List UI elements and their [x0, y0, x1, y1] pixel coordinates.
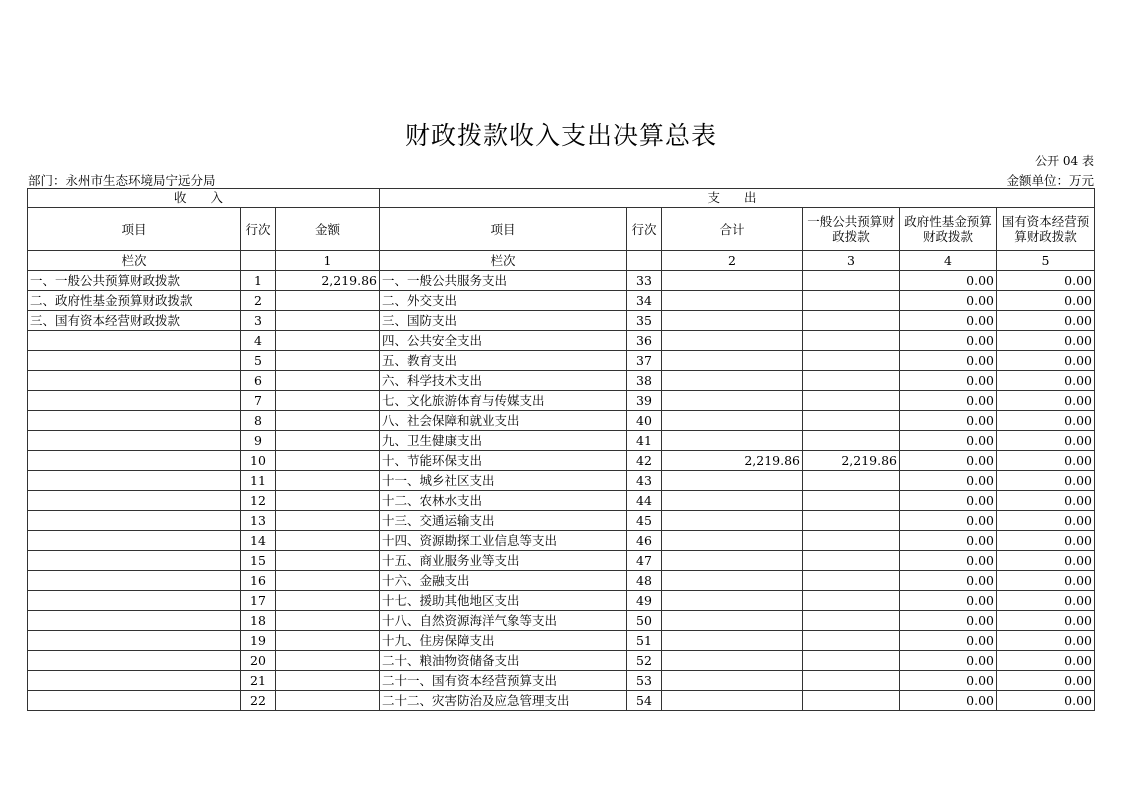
table-row — [28, 271, 1095, 291]
total-header: 合计 — [662, 208, 803, 251]
general-budget-cell — [803, 431, 900, 451]
total-cell — [662, 671, 803, 691]
state-capital-cell: 0.00 — [997, 631, 1095, 651]
general-budget-cell — [803, 691, 900, 711]
total-cell — [662, 471, 803, 491]
income-item-cell — [28, 491, 241, 511]
income-row-no-cell: 3 — [241, 311, 276, 331]
income-item-cell — [28, 611, 241, 631]
state-capital-cell: 0.00 — [997, 571, 1095, 591]
income-item-cell — [28, 391, 241, 411]
gov-fund-cell: 0.00 — [900, 351, 997, 371]
expense-row-no-cell: 41 — [627, 431, 662, 451]
income-row-no-cell: 14 — [241, 531, 276, 551]
total-cell — [662, 611, 803, 631]
state-capital-cell: 0.00 — [997, 371, 1095, 391]
state-capital-cell: 0.00 — [997, 351, 1095, 371]
table-row — [28, 471, 1095, 491]
table-row — [28, 611, 1095, 631]
expense-item-header: 项目 — [380, 208, 627, 251]
total-cell — [662, 651, 803, 671]
column-index-label-right: 栏次 — [380, 251, 627, 271]
income-item-cell — [28, 591, 241, 611]
total-cell — [662, 431, 803, 451]
state-capital-cell: 0.00 — [997, 651, 1095, 671]
income-item-cell — [28, 671, 241, 691]
state-capital-cell: 0.00 — [997, 671, 1095, 691]
gov-fund-cell: 0.00 — [900, 691, 997, 711]
table-row — [28, 531, 1095, 551]
total-cell: 2,219.86 — [662, 451, 803, 471]
total-cell — [662, 391, 803, 411]
expense-row-no-cell: 37 — [627, 351, 662, 371]
gov-fund-cell: 0.00 — [900, 591, 997, 611]
income-amount-cell — [276, 311, 380, 331]
total-cell — [662, 511, 803, 531]
expense-item-cell: 十七、援助其他地区支出 — [380, 591, 627, 611]
column-index-empty — [241, 251, 276, 271]
income-amount-cell — [276, 691, 380, 711]
table-row — [28, 291, 1095, 311]
income-row-no-cell: 2 — [241, 291, 276, 311]
income-row-no-cell: 8 — [241, 411, 276, 431]
income-amount-cell: 2,219.86 — [276, 271, 380, 291]
income-amount-cell — [276, 551, 380, 571]
department-label: 部门：永州市生态环境局宁远分局 — [28, 173, 216, 188]
income-amount-cell — [276, 571, 380, 591]
income-item-cell — [28, 451, 241, 471]
expense-item-cell: 二十、粮油物资储备支出 — [380, 651, 627, 671]
expense-row-no-cell: 44 — [627, 491, 662, 511]
general-budget-cell — [803, 411, 900, 431]
income-amount-cell — [276, 651, 380, 671]
income-row-no-cell: 20 — [241, 651, 276, 671]
expense-item-cell: 五、教育支出 — [380, 351, 627, 371]
expense-item-cell: 十九、住房保障支出 — [380, 631, 627, 651]
state-capital-cell: 0.00 — [997, 391, 1095, 411]
gov-fund-cell: 0.00 — [900, 311, 997, 331]
income-item-cell — [28, 531, 241, 551]
table-row — [28, 411, 1095, 431]
expense-row-no-header: 行次 — [627, 208, 662, 251]
income-amount-cell — [276, 511, 380, 531]
state-capital-cell: 0.00 — [997, 531, 1095, 551]
total-cell — [662, 331, 803, 351]
gov-fund-cell: 0.00 — [900, 291, 997, 311]
expense-row-no-cell: 45 — [627, 511, 662, 531]
column-header-row — [28, 208, 1095, 251]
expense-row-no-cell: 36 — [627, 331, 662, 351]
table-row — [28, 691, 1095, 711]
income-item-cell: 二、政府性基金预算财政拨款 — [28, 291, 241, 311]
total-cell — [662, 371, 803, 391]
expense-row-no-cell: 35 — [627, 311, 662, 331]
table-row — [28, 451, 1095, 471]
gov-fund-header: 政府性基金预算财政拨款 — [900, 208, 997, 251]
expense-row-no-cell: 33 — [627, 271, 662, 291]
income-row-no-header: 行次 — [241, 208, 276, 251]
general-budget-cell — [803, 531, 900, 551]
expense-row-no-cell: 42 — [627, 451, 662, 471]
income-item-cell: 三、国有资本经营财政拨款 — [28, 311, 241, 331]
table-row — [28, 591, 1095, 611]
gov-fund-cell: 0.00 — [900, 631, 997, 651]
state-capital-header: 国有资本经营预算财政拨款 — [997, 208, 1095, 251]
unit-label: 金额单位：万元 — [1006, 173, 1094, 188]
total-cell — [662, 531, 803, 551]
income-amount-cell — [276, 431, 380, 451]
income-item-cell — [28, 331, 241, 351]
total-cell — [662, 291, 803, 311]
expense-item-cell: 十六、金融支出 — [380, 571, 627, 591]
income-row-no-cell: 18 — [241, 611, 276, 631]
income-amount-cell — [276, 671, 380, 691]
expense-row-no-cell: 50 — [627, 611, 662, 631]
income-row-no-cell: 7 — [241, 391, 276, 411]
column-index-empty — [627, 251, 662, 271]
state-capital-cell: 0.00 — [997, 291, 1095, 311]
income-amount-cell — [276, 631, 380, 651]
income-amount-cell — [276, 451, 380, 471]
column-index-amount: 1 — [276, 251, 380, 271]
expense-item-cell: 一、一般公共服务支出 — [380, 271, 627, 291]
column-index-general: 3 — [803, 251, 900, 271]
general-budget-header: 一般公共预算财政拨款 — [803, 208, 900, 251]
table-row — [28, 511, 1095, 531]
income-row-no-cell: 16 — [241, 571, 276, 591]
expense-item-cell: 八、社会保障和就业支出 — [380, 411, 627, 431]
general-budget-cell — [803, 331, 900, 351]
general-budget-cell — [803, 511, 900, 531]
expense-item-cell: 三、国防支出 — [380, 311, 627, 331]
expense-item-cell: 十三、交通运输支出 — [380, 511, 627, 531]
total-cell — [662, 351, 803, 371]
income-row-no-cell: 4 — [241, 331, 276, 351]
income-amount-cell — [276, 491, 380, 511]
table-row — [28, 551, 1095, 571]
income-amount-cell — [276, 291, 380, 311]
expense-section-header: 支 出 — [380, 189, 1095, 208]
income-amount-cell — [276, 331, 380, 351]
total-cell — [662, 271, 803, 291]
income-item-cell — [28, 571, 241, 591]
expense-row-no-cell: 53 — [627, 671, 662, 691]
income-row-no-cell: 19 — [241, 631, 276, 651]
income-row-no-cell: 5 — [241, 351, 276, 371]
total-cell — [662, 591, 803, 611]
general-budget-cell — [803, 591, 900, 611]
table-row — [28, 311, 1095, 331]
income-row-no-cell: 9 — [241, 431, 276, 451]
expense-item-cell: 十、节能环保支出 — [380, 451, 627, 471]
expense-row-no-cell: 48 — [627, 571, 662, 591]
expense-row-no-cell: 39 — [627, 391, 662, 411]
gov-fund-cell: 0.00 — [900, 611, 997, 631]
income-item-cell — [28, 351, 241, 371]
income-row-no-cell: 12 — [241, 491, 276, 511]
general-budget-cell — [803, 671, 900, 691]
general-budget-cell — [803, 271, 900, 291]
expense-row-no-cell: 43 — [627, 471, 662, 491]
expense-row-no-cell: 38 — [627, 371, 662, 391]
table-row — [28, 631, 1095, 651]
income-row-no-cell: 11 — [241, 471, 276, 491]
income-amount-cell — [276, 531, 380, 551]
state-capital-cell: 0.00 — [997, 551, 1095, 571]
income-row-no-cell: 6 — [241, 371, 276, 391]
gov-fund-cell: 0.00 — [900, 431, 997, 451]
state-capital-cell: 0.00 — [997, 591, 1095, 611]
table-row — [28, 391, 1095, 411]
gov-fund-cell: 0.00 — [900, 551, 997, 571]
expense-row-no-cell: 47 — [627, 551, 662, 571]
income-amount-cell — [276, 351, 380, 371]
income-item-cell — [28, 411, 241, 431]
column-index-row — [28, 251, 1095, 271]
expense-row-no-cell: 46 — [627, 531, 662, 551]
income-row-no-cell: 10 — [241, 451, 276, 471]
income-item-cell — [28, 431, 241, 451]
income-amount-cell — [276, 471, 380, 491]
state-capital-cell: 0.00 — [997, 331, 1095, 351]
section-header-row — [28, 189, 1095, 208]
expense-item-cell: 二十二、灾害防治及应急管理支出 — [380, 691, 627, 711]
expense-row-no-cell: 40 — [627, 411, 662, 431]
income-amount-cell — [276, 371, 380, 391]
state-capital-cell: 0.00 — [997, 271, 1095, 291]
expense-item-cell: 十八、自然资源海洋气象等支出 — [380, 611, 627, 631]
expense-item-cell: 二十一、国有资本经营预算支出 — [380, 671, 627, 691]
state-capital-cell: 0.00 — [997, 511, 1095, 531]
general-budget-cell — [803, 491, 900, 511]
total-cell — [662, 551, 803, 571]
income-amount-header: 金额 — [276, 208, 380, 251]
expense-item-cell: 十四、资源勘探工业信息等支出 — [380, 531, 627, 551]
table-row — [28, 371, 1095, 391]
expense-row-no-cell: 54 — [627, 691, 662, 711]
state-capital-cell: 0.00 — [997, 451, 1095, 471]
general-budget-cell — [803, 371, 900, 391]
expense-item-cell: 十一、城乡社区支出 — [380, 471, 627, 491]
state-capital-cell: 0.00 — [997, 311, 1095, 331]
income-item-cell — [28, 371, 241, 391]
gov-fund-cell: 0.00 — [900, 651, 997, 671]
column-index-gov-fund: 4 — [900, 251, 997, 271]
total-cell — [662, 691, 803, 711]
expense-row-no-cell: 49 — [627, 591, 662, 611]
gov-fund-cell: 0.00 — [900, 511, 997, 531]
income-amount-cell — [276, 611, 380, 631]
state-capital-cell: 0.00 — [997, 611, 1095, 631]
state-capital-cell: 0.00 — [997, 431, 1095, 451]
general-budget-cell — [803, 351, 900, 371]
state-capital-cell: 0.00 — [997, 411, 1095, 431]
gov-fund-cell: 0.00 — [900, 671, 997, 691]
expense-item-cell: 九、卫生健康支出 — [380, 431, 627, 451]
page-title: 财政拨款收入支出决算总表 — [404, 121, 717, 150]
general-budget-cell — [803, 651, 900, 671]
income-item-cell — [28, 471, 241, 491]
general-budget-cell — [803, 291, 900, 311]
column-index-state-capital: 5 — [997, 251, 1095, 271]
income-amount-cell — [276, 411, 380, 431]
gov-fund-cell: 0.00 — [900, 411, 997, 431]
state-capital-cell: 0.00 — [997, 691, 1095, 711]
income-row-no-cell: 1 — [241, 271, 276, 291]
income-item-cell — [28, 651, 241, 671]
expense-item-cell: 十二、农林水支出 — [380, 491, 627, 511]
expense-item-cell: 十五、商业服务业等支出 — [380, 551, 627, 571]
general-budget-cell — [803, 311, 900, 331]
income-item-header: 项目 — [28, 208, 241, 251]
general-budget-cell: 2,219.86 — [803, 451, 900, 471]
total-cell — [662, 491, 803, 511]
total-cell — [662, 571, 803, 591]
gov-fund-cell: 0.00 — [900, 471, 997, 491]
general-budget-cell — [803, 631, 900, 651]
table-row — [28, 331, 1095, 351]
expense-row-no-cell: 52 — [627, 651, 662, 671]
general-budget-cell — [803, 551, 900, 571]
table-row — [28, 571, 1095, 591]
income-section-header: 收 入 — [28, 189, 380, 208]
gov-fund-cell: 0.00 — [900, 391, 997, 411]
state-capital-cell: 0.00 — [997, 491, 1095, 511]
general-budget-cell — [803, 611, 900, 631]
general-budget-cell — [803, 471, 900, 491]
income-amount-cell — [276, 391, 380, 411]
gov-fund-cell: 0.00 — [900, 271, 997, 291]
gov-fund-cell: 0.00 — [900, 371, 997, 391]
expense-item-cell: 七、文化旅游体育与传媒支出 — [380, 391, 627, 411]
general-budget-cell — [803, 391, 900, 411]
table-row — [28, 491, 1095, 511]
expense-item-cell: 六、科学技术支出 — [380, 371, 627, 391]
gov-fund-cell: 0.00 — [900, 451, 997, 471]
total-cell — [662, 311, 803, 331]
income-row-no-cell: 17 — [241, 591, 276, 611]
income-item-cell: 一、一般公共预算财政拨款 — [28, 271, 241, 291]
gov-fund-cell: 0.00 — [900, 491, 997, 511]
total-cell — [662, 631, 803, 651]
gov-fund-cell: 0.00 — [900, 331, 997, 351]
income-item-cell — [28, 631, 241, 651]
income-item-cell — [28, 511, 241, 531]
expense-row-no-cell: 51 — [627, 631, 662, 651]
expense-item-cell: 二、外交支出 — [380, 291, 627, 311]
gov-fund-cell: 0.00 — [900, 571, 997, 591]
income-row-no-cell: 22 — [241, 691, 276, 711]
table-row — [28, 431, 1095, 451]
column-index-label-left: 栏次 — [28, 251, 241, 271]
gov-fund-cell: 0.00 — [900, 531, 997, 551]
form-code: 公开 04 表 — [1035, 154, 1094, 168]
total-cell — [662, 411, 803, 431]
budget-summary-table — [27, 188, 1095, 711]
expense-row-no-cell: 34 — [627, 291, 662, 311]
expense-item-cell: 四、公共安全支出 — [380, 331, 627, 351]
table-row — [28, 671, 1095, 691]
income-item-cell — [28, 691, 241, 711]
income-amount-cell — [276, 591, 380, 611]
column-index-total: 2 — [662, 251, 803, 271]
income-item-cell — [28, 551, 241, 571]
income-row-no-cell: 13 — [241, 511, 276, 531]
general-budget-cell — [803, 571, 900, 591]
income-row-no-cell: 15 — [241, 551, 276, 571]
state-capital-cell: 0.00 — [997, 471, 1095, 491]
table-row — [28, 651, 1095, 671]
income-row-no-cell: 21 — [241, 671, 276, 691]
table-row — [28, 351, 1095, 371]
